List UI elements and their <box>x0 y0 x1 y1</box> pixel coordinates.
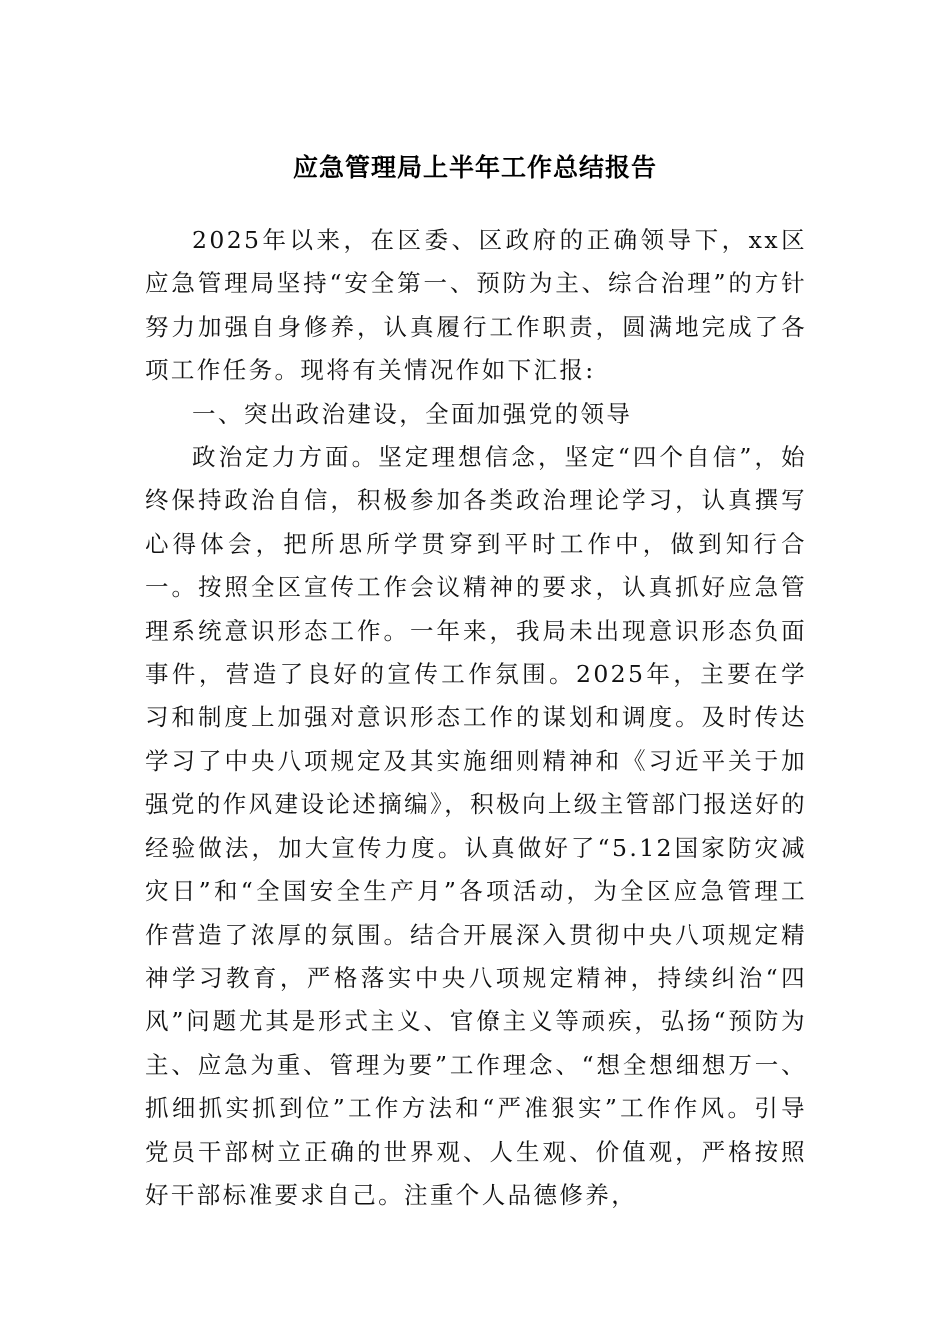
intro-paragraph: 2025年以来，在区委、区政府的正确领导下，xx区应急管理局坚持“安全第一、预防为主、综合治理”的方针努力加强自身修养，认真履行工作职责，圆满地完成了各项工作任务。现将有关情况作如下汇报: <box>145 226 807 385</box>
political-paragraph: 政治定力方面。坚定理想信念，坚定“四个自信”，始终保持政治自信，积极参加各类政治理论学习，认真撰写心得体会，把所思所学贯穿到平时工作中，做到知行合一。按照全区宣传工作会议精神的要求，认真抓好应急管理系统意识形态工作。一年来，我局未出现意识形态负面事件，营造了良好的宣传工作氛围。2025年，主要在学习和制度上加强对意识形态工作的谋划和调度。及时传达学习了中央八项规定及其实施细则精神和《习近平关于加强党的作风建设论述摘编》，积极向上级主管部门报送好的经验做法，加大宣传力度。认真做好了“5.12国家防灾减灾日”和“全国安全生产月”各项活动，为全区应急管理工作营造了浓厚的氛围。结合开展深入贯彻中央八项规定精神学习教育，严格落实中央八项规定精神，持续纠治“四风”问题尤其是形式主义、官僚主义等顽疾，弘扬“预防为主、应急为重、管理为要”工作理念、“想全想细想万一、抓细抓实抓到位”工作方法和“严准狠实”工作作风。引导党员干部树立正确的世界观、人生观、价值观，严格按照好干部标准要求自己。注重个人品德修养， <box>145 443 807 1209</box>
document-body <box>145 219 807 1217</box>
document-title: 应急管理局上半年工作总结报告 <box>292 153 657 182</box>
section-heading-1: 一、突出政治建设，全面加强党的领导 <box>192 399 633 428</box>
